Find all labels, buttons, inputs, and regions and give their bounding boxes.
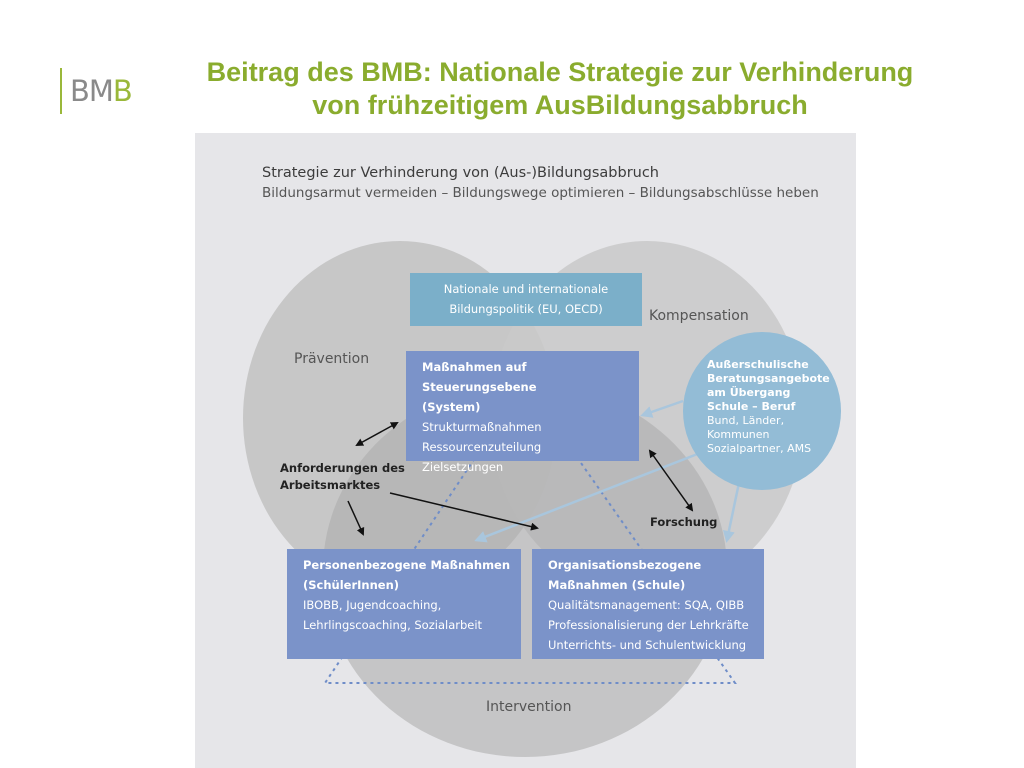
box-nationale-bildungspolitik	[410, 273, 642, 326]
label-kompensation: Kompensation	[649, 308, 749, 324]
circle-title-line: Beratungsangebote	[707, 372, 830, 385]
circle-item: Bund, Länder,	[707, 414, 785, 427]
logo-text-bm: BM	[70, 74, 113, 108]
box-organisation-item: Unterrichts- und Schulentwicklung	[548, 638, 747, 652]
label-anforderungen	[280, 460, 405, 494]
circle-title-line: Schule – Beruf	[707, 400, 796, 413]
circle-item: Sozialpartner, AMS	[707, 442, 812, 455]
box-system-item: Ressourcenzuteilung	[422, 440, 542, 454]
box-system-item: Strukturmaßnahmen	[422, 420, 542, 434]
diagram-header	[262, 165, 819, 201]
box-personen-title2: (SchülerInnen)	[303, 578, 400, 592]
circle-title-line: am Übergang	[707, 386, 791, 399]
box-personenbezogen	[287, 549, 521, 659]
slide-title-line2: von frühzeitigem AusBildungsabbruch	[312, 90, 808, 120]
diagram-panel	[195, 133, 856, 768]
label-forschung: Forschung	[650, 515, 718, 529]
box-steuerungsebene	[406, 351, 639, 474]
box-personen-title1: Personenbezogene Maßnahmen	[303, 558, 511, 572]
diagram-heading: Strategie zur Verhinderung von (Aus-)Bildungsabbruch	[262, 165, 660, 181]
slide-title	[130, 56, 990, 122]
bmb-logo	[60, 68, 132, 114]
box-organisation-item: Qualitätsmanagement: SQA, QIBB	[548, 598, 745, 612]
circle-title-line: Außerschulische	[707, 358, 809, 371]
diagram-subheading: Bildungsarmut vermeiden – Bildungswege optimieren – Bildungsabschlüsse heben	[262, 185, 819, 201]
logo-text-b: B	[112, 74, 132, 108]
anforderungen-line1: Anforderungen des	[280, 461, 405, 475]
anforderungen-line2: Arbeitsmarktes	[280, 478, 381, 492]
box-national-line2: Bildungspolitik (EU, OECD)	[449, 302, 603, 316]
box-organisation-title2: Maßnahmen (Schule)	[548, 578, 686, 592]
box-national-line1: Nationale und internationale	[443, 282, 609, 296]
circle-ausserschulische-beratung	[683, 332, 841, 490]
circle-item: Kommunen	[707, 428, 770, 441]
box-organisation-title1: Organisationsbezogene	[548, 558, 702, 572]
slide-title-line1: Beitrag des BMB: Nationale Strategie zur Verhinderung	[206, 57, 914, 87]
box-system-item: Zielsetzungen	[422, 460, 504, 474]
box-organisation-item: Professionalisierung der Lehrkräfte	[548, 618, 749, 632]
box-system-title2: (System)	[422, 400, 481, 414]
box-personen-item: IBOBB, Jugendcoaching,	[303, 598, 442, 612]
box-organisationsbezogen	[532, 549, 764, 659]
label-praevention: Prävention	[294, 351, 370, 367]
box-system-title1: Maßnahmen auf Steuerungsebene	[422, 360, 537, 394]
box-personen-item: Lehrlingscoaching, Sozialarbeit	[303, 618, 483, 632]
label-intervention: Intervention	[486, 699, 572, 715]
